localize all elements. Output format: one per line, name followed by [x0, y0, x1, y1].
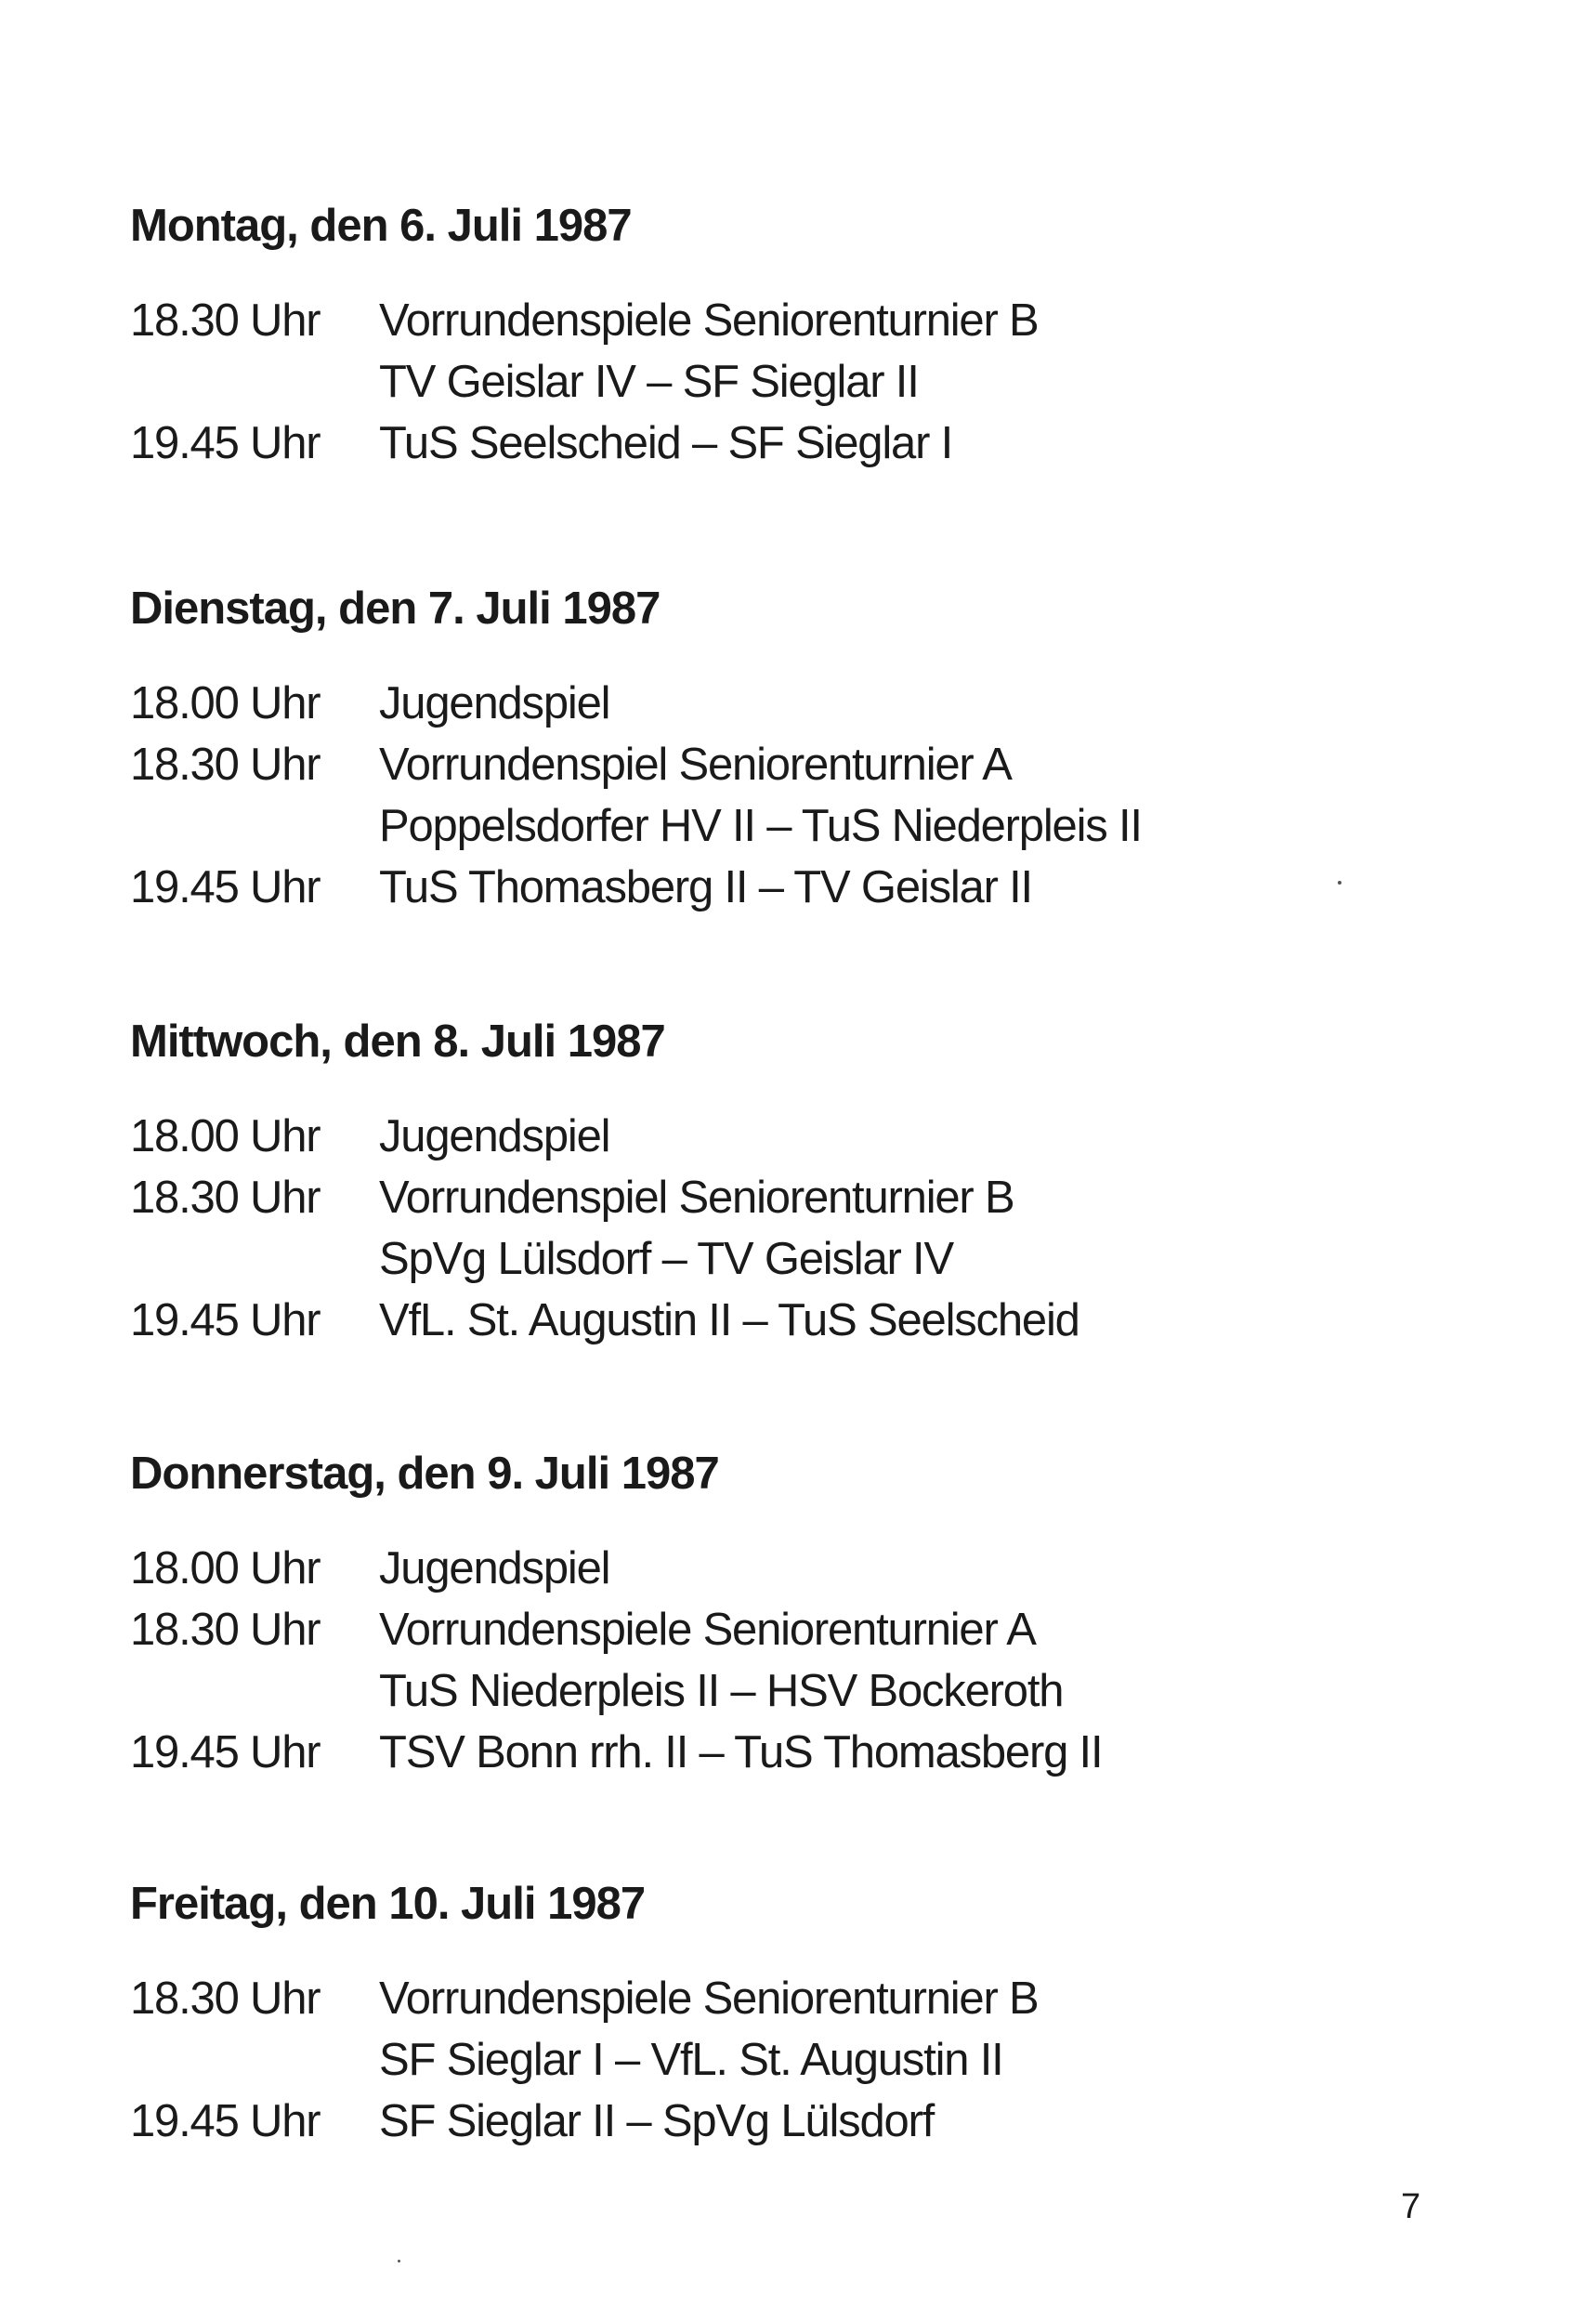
- entry-text: TuS Thomasberg II – TV Geislar II: [379, 862, 1032, 912]
- entry-time: 18.30 Uhr: [130, 1605, 321, 1655]
- schedule-entry: [130, 1290, 1431, 1351]
- entry-text: Jugendspiel: [379, 1543, 610, 1593]
- schedule-entry: [130, 857, 1431, 918]
- entry-text: Vorrundenspiele Seniorenturnier A: [379, 1605, 1036, 1655]
- day-heading: Mittwoch, den 8. Juli 1987: [130, 1016, 665, 1067]
- schedule-entry: [130, 2029, 1431, 2091]
- entry-text: SF Sieglar II – SpVg Lülsdorf: [379, 2096, 935, 2146]
- entry-time: 18.30 Uhr: [130, 740, 321, 790]
- entry-text: SF Sieglar I – VfL. St. Augustin II: [379, 2035, 1003, 2085]
- entry-text: TuS Niederpleis II – HSV Bockeroth: [379, 1666, 1064, 1716]
- entry-text: Vorrundenspiele Seniorenturnier B: [379, 295, 1039, 346]
- schedule-entry: [130, 1660, 1431, 1722]
- day-heading: Montag, den 6. Juli 1987: [130, 201, 632, 251]
- entry-time: 18.00 Uhr: [130, 678, 321, 728]
- schedule-list: [130, 673, 1431, 918]
- entry-time: 18.30 Uhr: [130, 295, 321, 346]
- schedule-entry: [130, 673, 1431, 734]
- day-section-monday: [130, 193, 1431, 474]
- day-heading: Dienstag, den 7. Juli 1987: [130, 584, 661, 634]
- schedule-entry: [130, 1167, 1431, 1228]
- page-number: 7: [1401, 2187, 1421, 2226]
- entry-text: SpVg Lülsdorf – TV Geislar IV: [379, 1234, 953, 1284]
- entry-time: 19.45 Uhr: [130, 1295, 321, 1345]
- entry-time: 18.00 Uhr: [130, 1543, 321, 1593]
- day-section-tuesday: [130, 576, 1431, 918]
- schedule-list: [130, 1106, 1431, 1351]
- schedule-list: [130, 1968, 1431, 2152]
- entry-time: 18.00 Uhr: [130, 1111, 321, 1161]
- entry-time: 18.30 Uhr: [130, 1974, 321, 2024]
- schedule-entry: [130, 734, 1431, 795]
- entry-text: Vorrundenspiel Seniorenturnier B: [379, 1173, 1014, 1223]
- entry-text: TV Geislar IV – SF Sieglar II: [379, 357, 919, 407]
- day-section-wednesday: [130, 1009, 1431, 1351]
- print-speck: [1338, 881, 1341, 885]
- entry-time: 19.45 Uhr: [130, 862, 321, 912]
- entry-text: VfL. St. Augustin II – TuS Seelscheid: [379, 1295, 1079, 1345]
- schedule-entry: [130, 1968, 1431, 2029]
- day-section-thursday: [130, 1441, 1431, 1783]
- schedule-entry: [130, 351, 1431, 413]
- entry-text: TuS Seelscheid – SF Sieglar I: [379, 418, 953, 468]
- entry-time: 18.30 Uhr: [130, 1173, 321, 1223]
- schedule-entry: [130, 2091, 1431, 2152]
- entry-text: Jugendspiel: [379, 678, 610, 728]
- schedule-entry: [130, 1599, 1431, 1660]
- entry-time: 19.45 Uhr: [130, 1727, 321, 1777]
- day-section-friday: [130, 1871, 1431, 2152]
- schedule-list: [130, 290, 1431, 474]
- schedule-entry: [130, 1106, 1431, 1167]
- entry-text: Jugendspiel: [379, 1111, 610, 1161]
- day-heading: Freitag, den 10. Juli 1987: [130, 1879, 646, 1929]
- schedule-entry: [130, 290, 1431, 351]
- schedule-entry: [130, 1228, 1431, 1290]
- schedule-entry: [130, 1722, 1431, 1783]
- schedule-list: [130, 1538, 1431, 1783]
- entry-time: 19.45 Uhr: [130, 418, 321, 468]
- entry-text: TSV Bonn rrh. II – TuS Thomasberg II: [379, 1727, 1103, 1777]
- schedule-entry: [130, 1538, 1431, 1599]
- entry-text: Vorrundenspiele Seniorenturnier B: [379, 1974, 1039, 2024]
- entry-text: Vorrundenspiel Seniorenturnier A: [379, 740, 1012, 790]
- schedule-entry: [130, 413, 1431, 474]
- entry-text: Poppelsdorfer HV II – TuS Niederpleis II: [379, 801, 1142, 851]
- day-heading: Donnerstag, den 9. Juli 1987: [130, 1449, 719, 1499]
- entry-time: 19.45 Uhr: [130, 2096, 321, 2146]
- print-speck: [398, 2260, 400, 2262]
- schedule-entry: [130, 795, 1431, 857]
